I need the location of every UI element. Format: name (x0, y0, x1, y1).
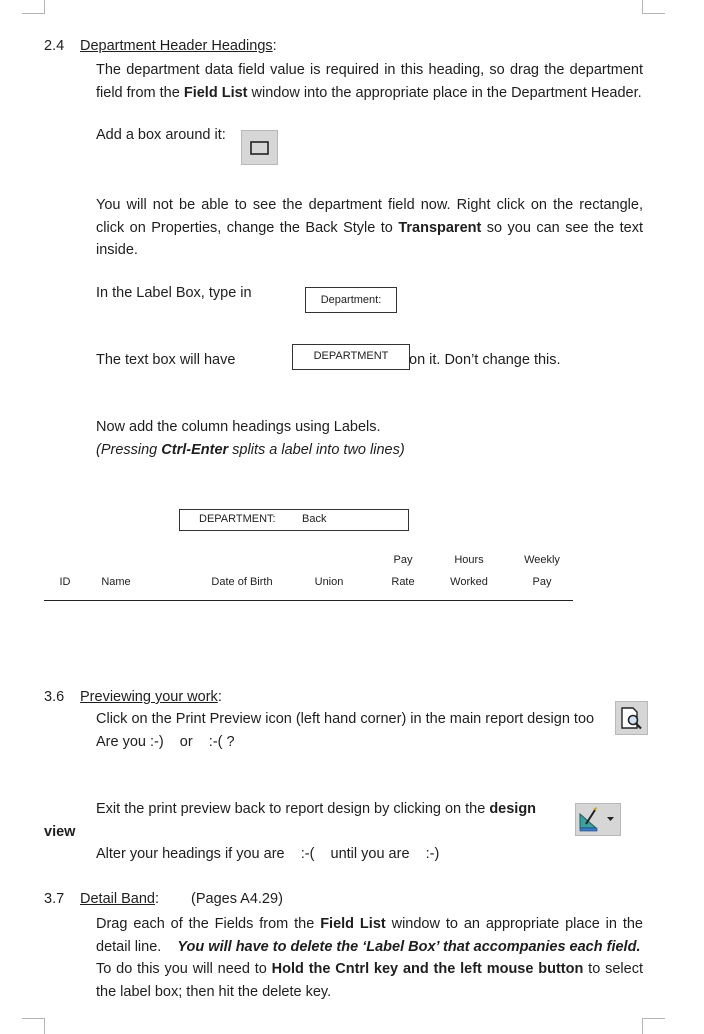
department-header-label: DEPARTMENT: (199, 513, 276, 525)
section-2-4-paragraph-1: The department data field value is required in this heading, so drag the department field from the Field List window into the appropriate place in the Department Header. (96, 62, 643, 101)
column-heading-pay-rate: Pay Rate (391, 554, 415, 588)
section-2-4-paragraph-3: You will not be able to see the department field now. Right click on the rectangle, click on Properties, change the Back Style to Transparent so you can see the text inside. (96, 197, 643, 258)
crop-mark-bottom-left (22, 1018, 45, 1034)
section-3-6-number: 3.6 (44, 689, 65, 705)
column-heading-union: Union (314, 576, 344, 588)
crop-mark-top-left (22, 0, 45, 14)
column-headings-underline (44, 600, 573, 601)
mood-question: Are you :-) or :-( ? (96, 734, 235, 750)
label-box-example: Department: (305, 287, 397, 313)
print-preview-button[interactable] (615, 701, 648, 735)
section-3-7-number: 3.7 (44, 891, 65, 907)
section-2-4-title: Department Header Headings (80, 38, 273, 54)
section-3-7-heading: Detail Band: (73, 891, 159, 907)
rectangle-tool-button[interactable] (241, 130, 278, 165)
column-heading-date-of-birth: Date of Birth (211, 576, 273, 588)
section-3-7-paragraph-1: Drag each of the Fields from the Field List window to an appropriate place in the detail line. You will have to delete the ‘Label Box’ that accompanies each field. (96, 916, 643, 955)
textbox-note: on it. Don’t change this. (409, 352, 561, 368)
section-3-7-paragraph-2: To do this you will need to Hold the Cntrl key and the left mouse button to select the label box; then hit the delete key. (96, 961, 643, 1000)
section-3-6-heading: Previewing your work: (80, 689, 222, 705)
crop-mark-bottom-right (642, 1018, 665, 1034)
design-view-icon (576, 804, 620, 835)
exit-preview-instruction: Exit the print preview back to report design by clicking on the design (96, 801, 537, 817)
department-header-value: Back (302, 513, 327, 525)
exit-preview-instruction-continued: view (44, 824, 76, 840)
label-box-instruction: In the Label Box, type in (96, 285, 252, 301)
department-header-box (179, 509, 409, 531)
rectangle-tool-icon (242, 131, 277, 164)
column-heading-id: ID (59, 576, 71, 588)
textbox-instruction: The text box will have (96, 352, 236, 368)
section-2-4-heading: Department Header Headings: (80, 38, 277, 54)
delete-label-box-warning: You will have to delete the ‘Label Box’ that accompanies each field. (177, 938, 641, 955)
textbox-example: DEPARTMENT (292, 344, 410, 370)
print-preview-instruction: Click on the Print Preview icon (left hand corner) in the main report design too (96, 711, 595, 727)
section-3-6-title: Previewing your work (80, 689, 218, 705)
column-heading-name: Name (101, 576, 131, 588)
column-heading-hours-worked: Hours Worked (450, 554, 488, 588)
column-headings-instruction: Now add the column headings using Labels. (96, 419, 381, 435)
column-heading-weekly-pay: Weekly Pay (524, 554, 560, 588)
section-3-7-pages: (Pages A4.29) (191, 891, 283, 907)
alter-headings-instruction: Alter your headings if you are :-( until you are :-) (96, 846, 440, 862)
section-2-4-number: 2.4 (44, 38, 65, 54)
add-box-instruction: Add a box around it: (96, 127, 226, 143)
ctrl-enter-tip: (Pressing Ctrl-Enter splits a label into two lines) (96, 442, 405, 458)
section-3-7-title: Detail Band (80, 891, 155, 907)
print-preview-icon (616, 702, 647, 734)
design-view-button[interactable] (575, 803, 621, 836)
crop-mark-top-right (642, 0, 665, 14)
